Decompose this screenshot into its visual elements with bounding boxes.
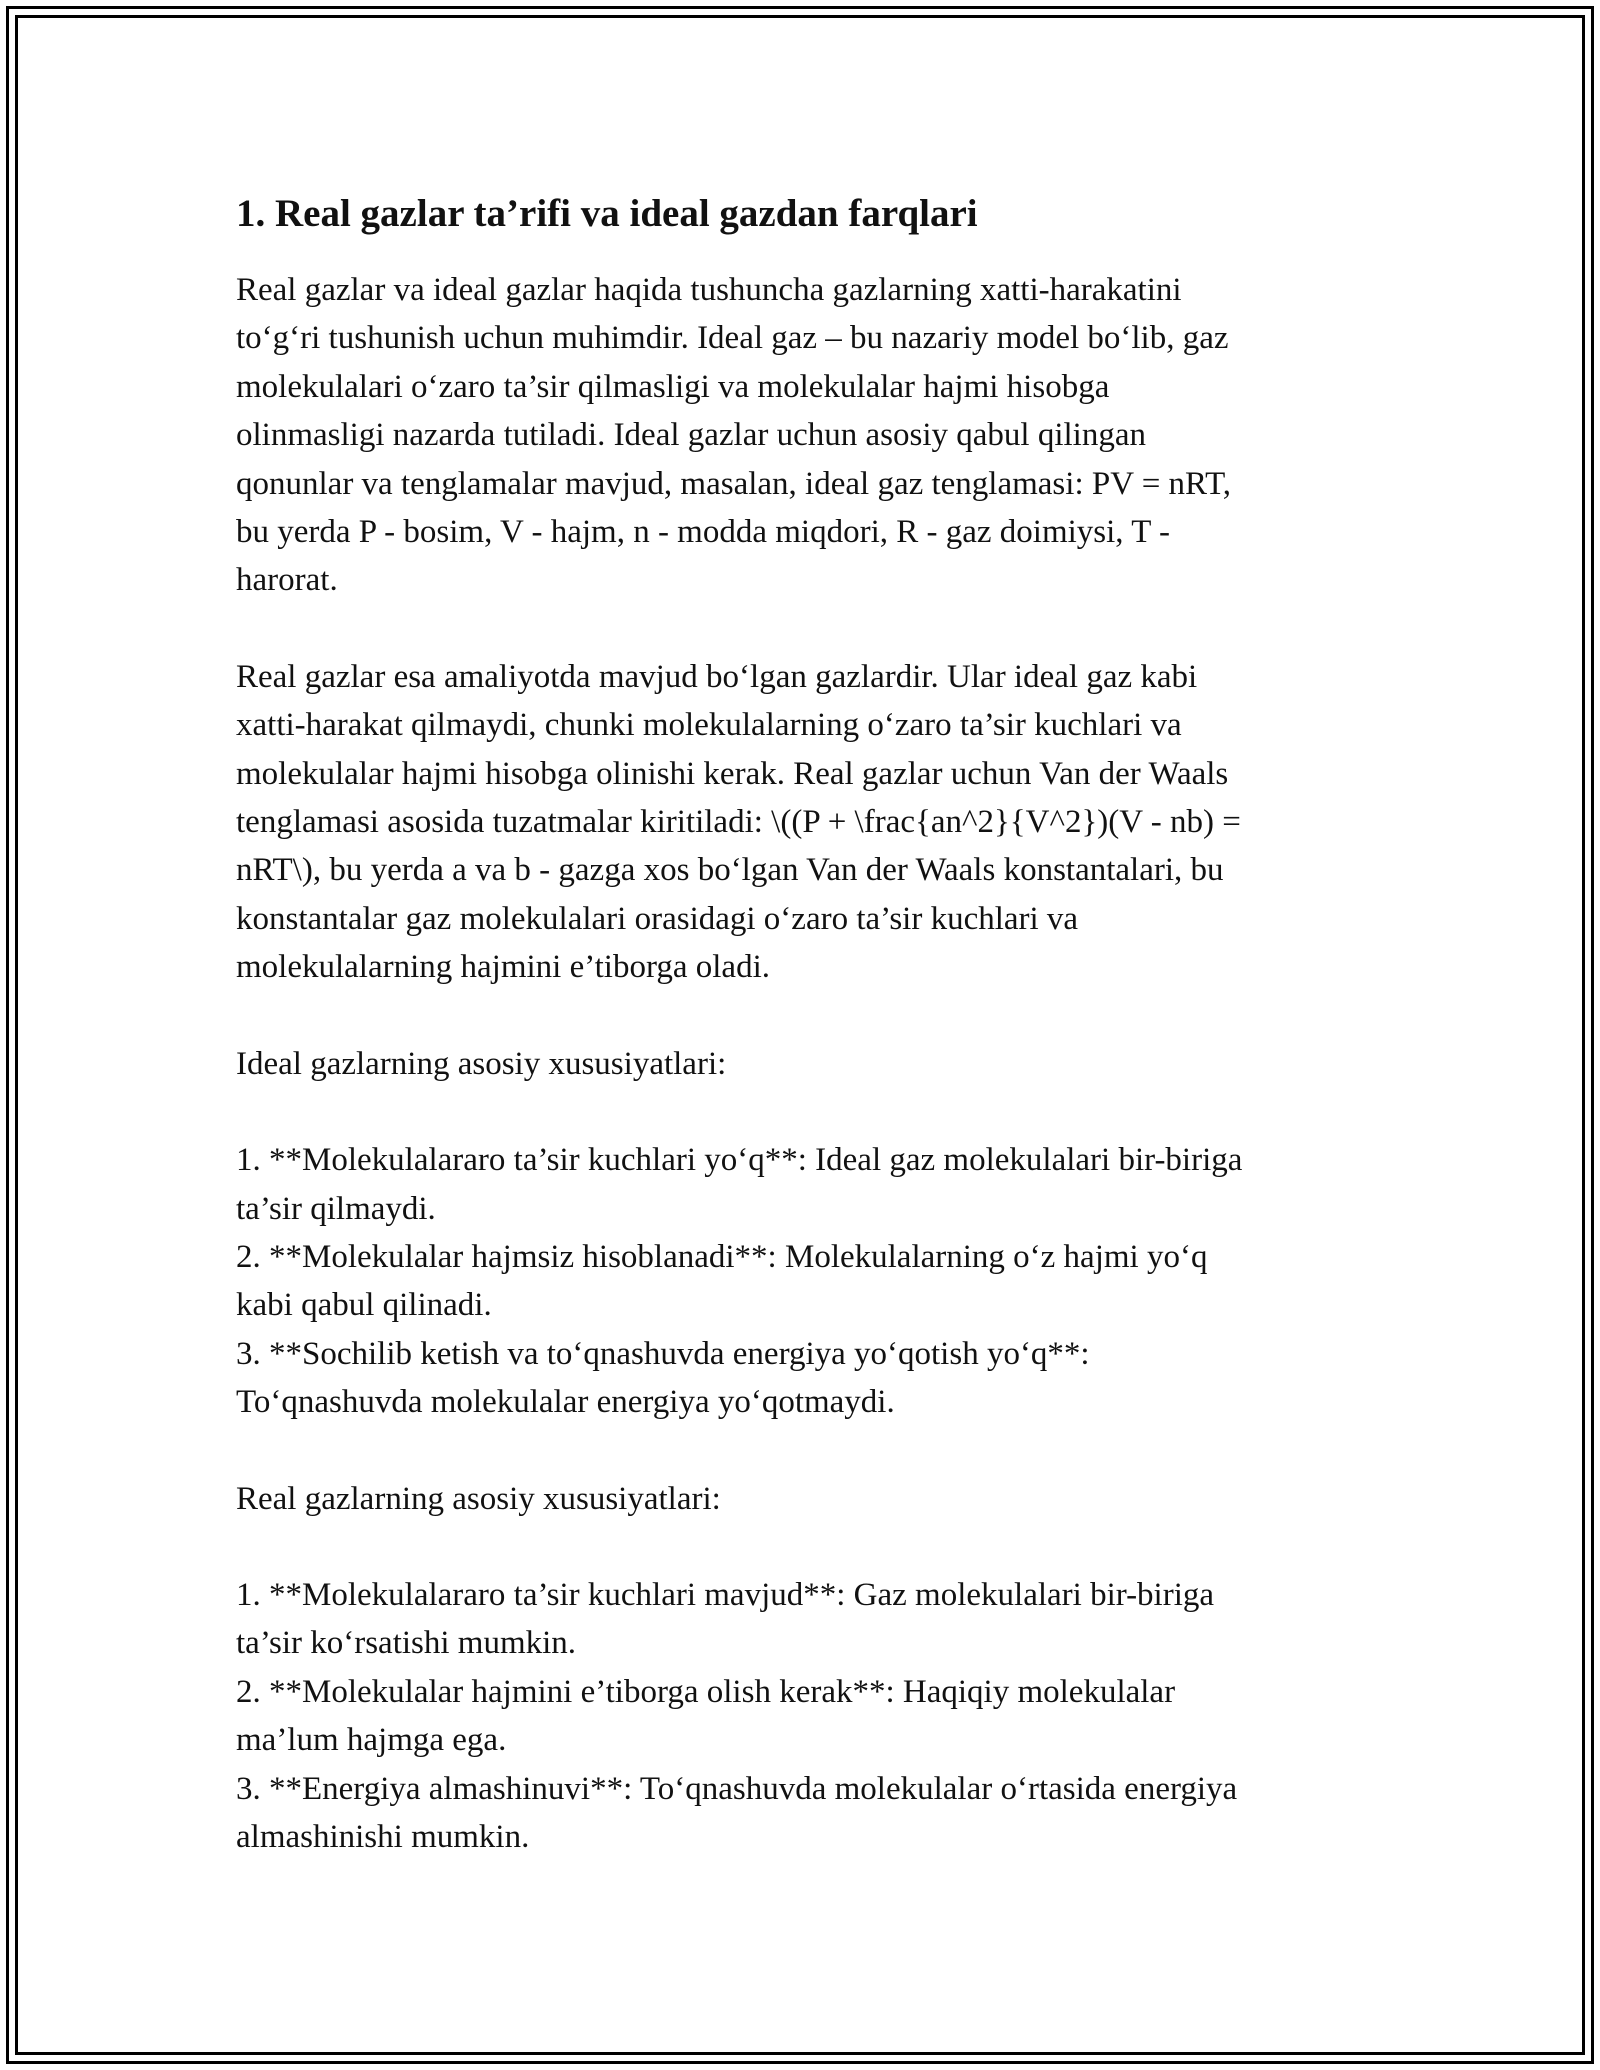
list-item-line: ta’sir qilmaydi. xyxy=(236,1190,436,1227)
text-line: to‘g‘ri tushunish uchun muhimdir. Ideal gaz – bu nazariy model bo‘lib, gaz xyxy=(236,320,1229,357)
real-properties-heading: Real gazlarning asosiy xususiyatlari: xyxy=(236,1480,721,1517)
list-item-line: ma’lum hajmga ega. xyxy=(236,1722,507,1759)
list-item-line: 1. **Molekulalararo ta’sir kuchlari yo‘q**: Ideal gaz molekulalari bir-biriga xyxy=(236,1142,1243,1179)
list-item-line: 3. **Energiya almashinuvi**: To‘qnashuvda molekulalar o‘rtasida energiya xyxy=(236,1770,1238,1807)
text-line: molekulalarning hajmini e’tiborga oladi. xyxy=(236,949,770,986)
text-line: bu yerda P - bosim, V - hajm, n - modda miqdori, R - gaz doimiysi, T - xyxy=(236,514,1171,551)
real-properties-list xyxy=(236,1571,1366,1861)
text-line: konstantalar gaz molekulalari orasidagi o‘zaro ta’sir kuchlari va xyxy=(236,900,1079,937)
paragraph-real-gas-intro xyxy=(236,653,1366,992)
text-line: tenglamasi asosida tuzatmalar kiritiladi: \((P + \frac{an^2}{V^2})(V - nb) = xyxy=(236,804,1241,841)
text-line: molekulalar hajmi hisobga olinishi kerak. Real gazlar uchun Van der Waals xyxy=(236,755,1229,792)
text-line: olinmasligi nazarda tutiladi. Ideal gazlar uchun asosiy qabul qilingan xyxy=(236,417,1146,454)
text-line: molekulalari o‘zaro ta’sir qilmasligi va molekulalar hajmi hisobga xyxy=(236,368,1110,405)
ideal-properties-list xyxy=(236,1136,1366,1426)
text-line: harorat. xyxy=(236,562,338,599)
list-item-line: ta’sir ko‘rsatishi mumkin. xyxy=(236,1625,577,1662)
list-item-line: 1. **Molekulalararo ta’sir kuchlari mavjud**: Gaz molekulalari bir-biriga xyxy=(236,1576,1215,1613)
text-line: nRT\), bu yerda a va b - gazga xos bo‘lgan Van der Waals konstantalari, bu xyxy=(236,852,1224,889)
list-item-line: 3. **Sochilib ketish va to‘qnashuvda energiya yo‘qotish yo‘q**: xyxy=(236,1335,1090,1372)
ideal-properties-heading: Ideal gazlarning asosiy xususiyatlari: xyxy=(236,1045,727,1082)
section-heading: 1. Real gazlar ta’rifi va ideal gazdan farqlari xyxy=(236,192,978,235)
text-line: Real gazlar va ideal gazlar haqida tushuncha gazlarning xatti-harakatini xyxy=(236,272,1182,308)
list-item-line: 2. **Molekulalar hajmsiz hisoblanadi**: Molekulalarning o‘z hajmi yo‘q xyxy=(236,1238,1208,1275)
paragraph-ideal-gas-intro xyxy=(236,266,1366,605)
text-line: Real gazlar esa amaliyotda mavjud bo‘lgan gazlardir. Ular ideal gaz kabi xyxy=(236,658,1198,695)
text-line: qonunlar va tenglamalar mavjud, masalan, ideal gaz tenglamasi: PV = nRT, xyxy=(236,465,1232,502)
list-item-line: 2. **Molekulalar hajmini e’tiborga olish kerak**: Haqiqiy molekulalar xyxy=(236,1673,1176,1710)
list-item-line: almashinishi mumkin. xyxy=(236,1818,530,1855)
text-line: xatti-harakat qilmaydi, chunki molekulalarning o‘zaro ta’sir kuchlari va xyxy=(236,707,1182,744)
document-body xyxy=(236,186,1366,1861)
list-item-line: To‘qnashuvda molekulalar energiya yo‘qotmaydi. xyxy=(236,1384,895,1421)
list-item-line: kabi qabul qilinadi. xyxy=(236,1287,492,1324)
